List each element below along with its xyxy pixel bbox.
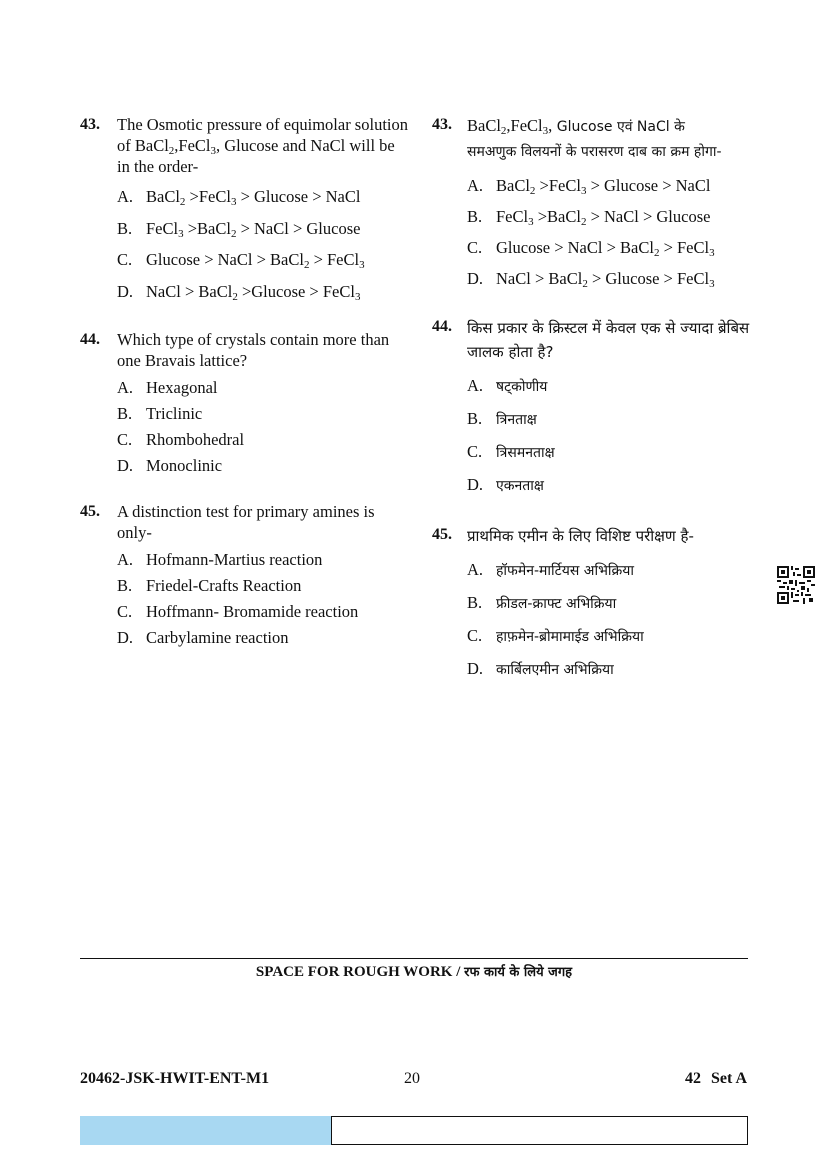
- option-b: B. FeCl$_3$ >BaCl$_2$ > NaCl > Glucose: [117, 218, 361, 240]
- question-43-en: [80, 114, 410, 307]
- question-number: 43.: [432, 116, 452, 133]
- option-a: A. Hofmann-Martius reaction: [117, 550, 323, 569]
- question-44-en: [80, 329, 410, 479]
- option-b: B. Friedel-Crafts Reaction: [117, 576, 302, 595]
- footer-bar-blue: [80, 1116, 331, 1145]
- question-number: 44.: [80, 331, 100, 348]
- option-a: A. BaCl$_2$ >FeCl$_3$ > Glucose > NaCl: [117, 187, 361, 208]
- hindi-column: [432, 114, 752, 708]
- question-45-en: [80, 501, 410, 651]
- option-b: B. फ्रीडल-क्राफ्ट अभिक्रिया: [467, 593, 617, 612]
- question-45-hi: [432, 524, 752, 686]
- set-label: 42 Set A: [685, 1070, 747, 1087]
- question-text: The Osmotic pressure of equimolar solution of BaCl$_2$,FeCl$_3$, Glucose and NaCl will be in the order-: [117, 115, 408, 176]
- footer-bar-box: [331, 1116, 748, 1145]
- english-column: [80, 114, 410, 673]
- option-c: C. Hoffmann- Bromamide reaction: [117, 602, 359, 621]
- question-text: Which type of crystals contain more than one Bravais lattice?: [117, 330, 390, 370]
- option-c: C. हाफ़मेन-ब्रोमामाईड अभिक्रिया: [467, 626, 644, 645]
- rough-work-label: SPACE FOR ROUGH WORK / रफ कार्य के लिये जगह: [255, 964, 573, 980]
- question-number: 45.: [432, 526, 452, 543]
- page-number: 20: [404, 1070, 420, 1087]
- option-d: D. कार्बिलएमीन अभिक्रिया: [467, 659, 614, 678]
- footer-bar: [80, 1116, 748, 1145]
- question-43-hi: [432, 114, 752, 294]
- options-list: [117, 547, 410, 651]
- question-text: BaCl$_2$,FeCl$_3$, Glucose एवं NaCl के समअणुक विलयनों के परासरण दाब का क्रम होगा-: [467, 116, 722, 160]
- option-d: D. Carbylamine reaction: [117, 628, 289, 647]
- option-a: A. Hexagonal: [117, 378, 218, 397]
- option-b: B. FeCl$_3$ >BaCl$_2$ > NaCl > Glucose: [467, 207, 711, 228]
- option-a: A. BaCl$_2$ >FeCl$_3$ > Glucose > NaCl: [467, 176, 711, 197]
- question-number: 45.: [80, 503, 100, 520]
- option-c: C. Glucose > NaCl > BaCl$_2$ > FeCl$_3$: [117, 250, 365, 271]
- question-text: A distinction test for primary amines is only-: [117, 502, 375, 542]
- option-d: D. एकनताक्ष: [467, 475, 544, 494]
- qr-code-icon: [777, 566, 815, 604]
- option-c: C. त्रिसमनताक्ष: [467, 442, 555, 461]
- option-b: B. Triclinic: [117, 404, 203, 423]
- options-list: [117, 181, 410, 307]
- option-c: C. Rhombohedral: [117, 430, 245, 449]
- options-list: [467, 170, 752, 294]
- option-c: C. Glucose > NaCl > BaCl$_2$ > FeCl$_3$: [467, 238, 715, 259]
- question-number: 43.: [80, 116, 100, 133]
- option-d: D. NaCl > BaCl$_2$ > Glucose > FeCl$_3$: [467, 269, 715, 290]
- option-a: A. षट्कोणीय: [467, 376, 548, 395]
- question-text: किस प्रकार के क्रिस्टल में केवल एक से ज्यादा ब्रेबिस जालक होता है?: [467, 319, 750, 361]
- question-44-hi: [432, 316, 752, 502]
- paper-code: 20462-JSK-HWIT-ENT-M1: [80, 1070, 270, 1087]
- option-a: A. हॉफमेन-मार्टियस अभिक्रिया: [467, 560, 635, 579]
- question-text: प्राथमिक एमीन के लिए विशिष्ट परीक्षण है-: [467, 527, 694, 545]
- options-list: [117, 375, 410, 479]
- option-b: B. त्रिनताक्ष: [467, 409, 537, 428]
- option-d: D. Monoclinic: [117, 456, 223, 475]
- option-d: D. NaCl > BaCl$_2$ >Glucose > FeCl$_3$: [117, 281, 361, 303]
- options-list: [467, 370, 752, 502]
- question-number: 44.: [432, 318, 452, 335]
- divider: [80, 958, 748, 959]
- options-list: [467, 554, 752, 686]
